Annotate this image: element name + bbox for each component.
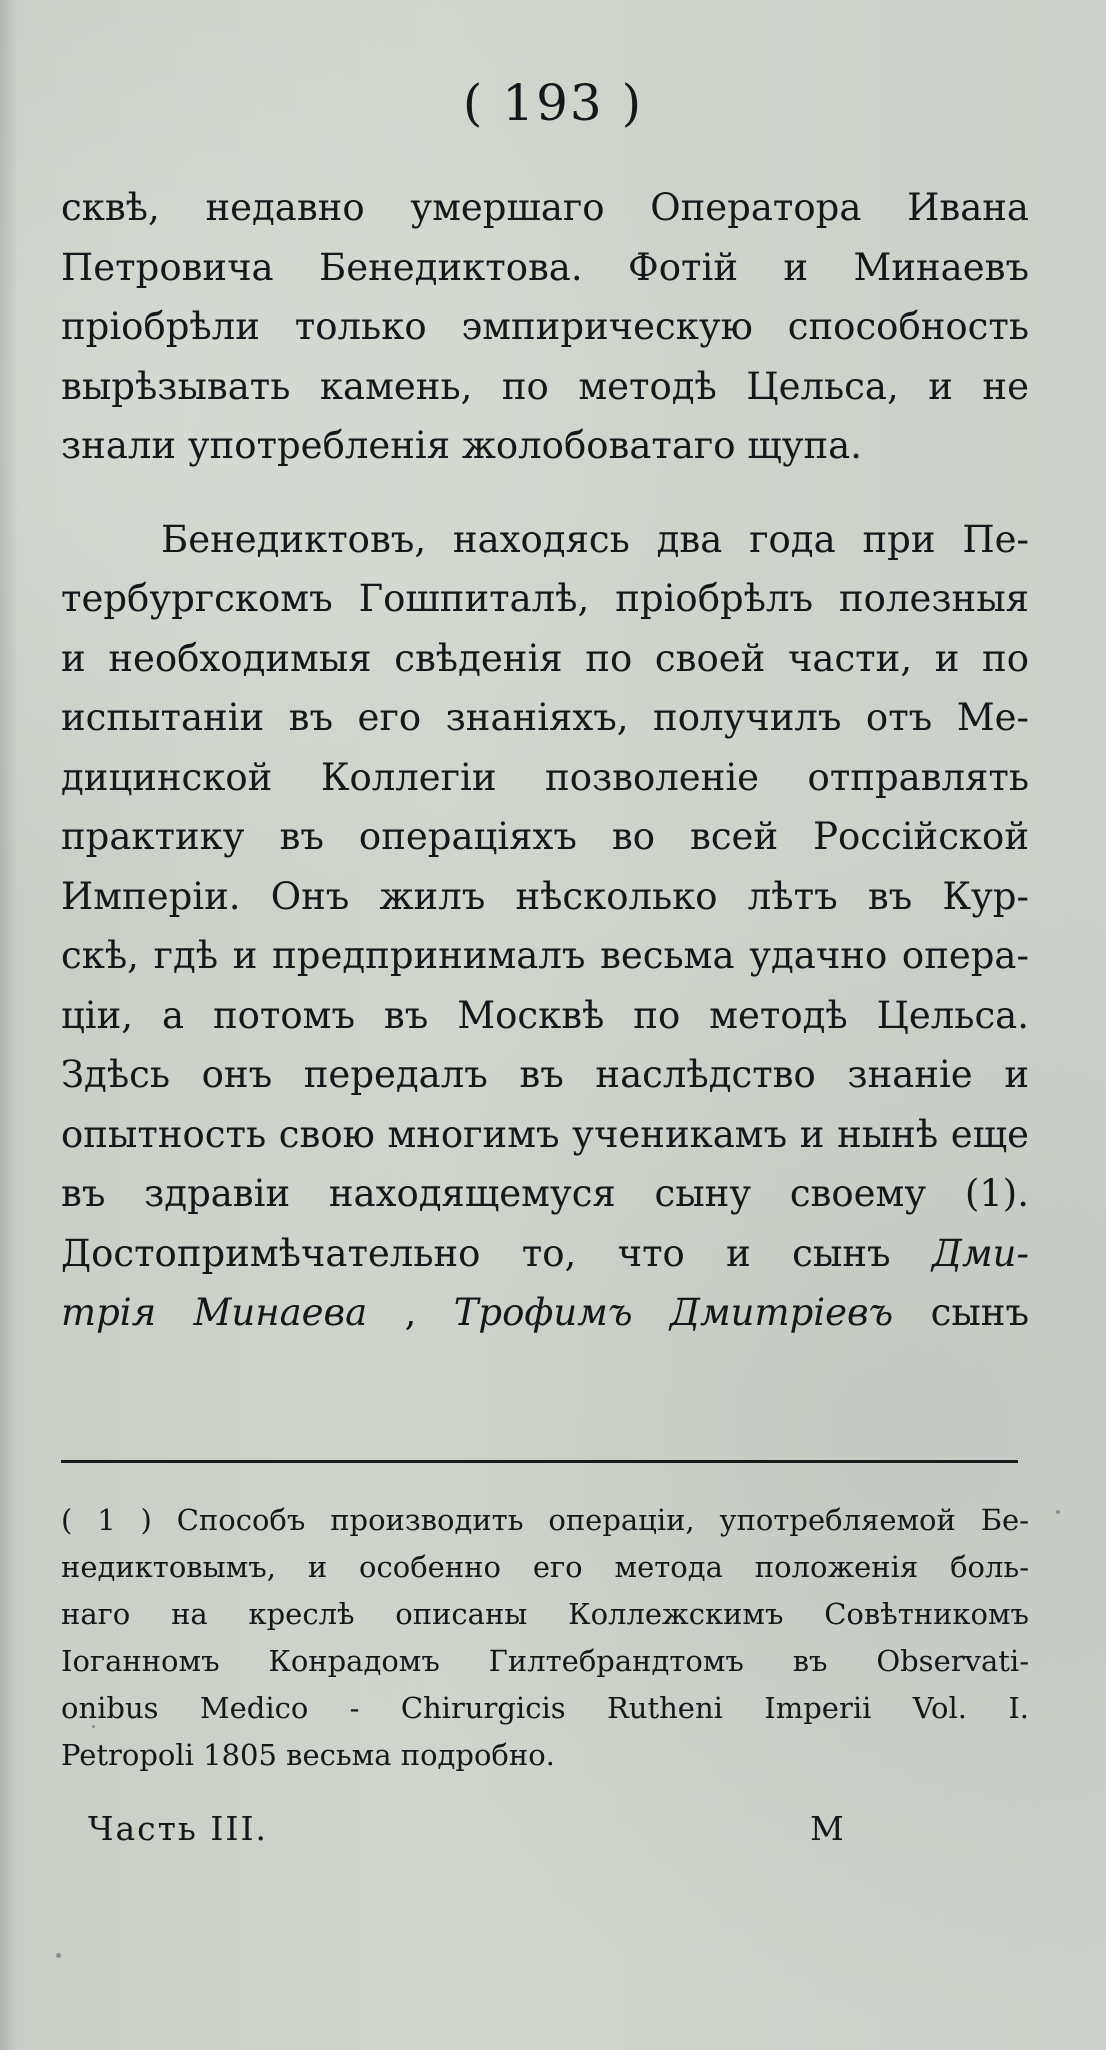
text-line: [61, 1224, 1029, 1284]
text-line: пріобрѣли только эмпирическую способность: [61, 305, 1029, 348]
footnote-line: Іоганномъ Конрадомъ Гилтебрандтомъ въ Observati-: [61, 1644, 1029, 1678]
sheet-mark: М: [810, 1809, 844, 1848]
footnote-line: наго на креслѣ описаны Коллежскимъ Совѣтникомъ: [61, 1597, 1029, 1631]
footnote-line: недиктовымъ, и особенно его метода положенія боль-: [61, 1550, 1029, 1584]
text-line: сквѣ, недавно умершаго Оператора Ивана: [61, 186, 1029, 229]
text-line: Петровича Бенедиктова. Фотій и Минаевъ: [61, 245, 1029, 289]
italic-name-fragment: трія Минаева: [61, 1291, 368, 1334]
text-fragment: сынъ: [893, 1291, 1030, 1334]
footnote-line: onibus Medico - Chirurgicis Rutheni Imperii Vol. I.: [61, 1691, 1029, 1725]
text-line: въ здравіи находящемуся сыну своему (1).: [61, 1172, 1029, 1215]
footnote: [61, 1497, 1029, 1779]
italic-name-fragment: Трофимъ Дмитріевъ: [453, 1291, 894, 1334]
paragraph-gap: [61, 476, 1029, 510]
text-line: [61, 1283, 1029, 1343]
text-line: Бенедиктовъ, находясь два года при Пе-: [161, 517, 1029, 561]
paper-speck: [92, 1725, 95, 1728]
text-line: дицинской Коллегіи позволеніе отправлять: [61, 755, 1029, 799]
text-line: скѣ, гдѣ и предпринималъ весьма удачно опера-: [61, 934, 1029, 977]
footnote-rule: [61, 1460, 1018, 1463]
text-line: практику въ операціяхъ во всей Россійской: [61, 815, 1029, 858]
part-label: Часть III.: [88, 1809, 268, 1848]
text-line: Имперіи. Онъ жилъ нѣсколько лѣтъ въ Кур-: [61, 874, 1029, 918]
paper-speck: [1056, 1510, 1060, 1514]
text-fragment: ,: [367, 1291, 454, 1334]
text-line: тербургскомъ Гошпиталѣ, пріобрѣлъ полезныя: [61, 577, 1029, 620]
footnote-line: Petropoli 1805 весьма подробно.: [61, 1738, 555, 1772]
paper-speck: [56, 1953, 61, 1958]
text-line: вырѣзывать камень, по методѣ Цельса, и не: [61, 364, 1029, 408]
text-fragment: Достопримѣчательно то, что и сынъ: [61, 1231, 891, 1275]
text-line: ціи, а потомъ въ Москвѣ по методѣ Цельса.: [61, 993, 1029, 1037]
main-text: [61, 178, 1029, 1343]
text-line: опытность свою многимъ ученикамъ и нынѣ еще: [61, 1112, 1029, 1156]
text-line: и необходимыя свѣденія по своей части, и по: [61, 636, 1029, 680]
page-number: ( 193 ): [462, 74, 644, 132]
text-line: знали употребленія жолобоватаго щупа.: [61, 424, 862, 467]
italic-name-fragment: Дми-: [931, 1231, 1029, 1275]
text-line: испытаніи въ его знаніяхъ, получилъ отъ Ме-: [61, 696, 1029, 739]
text-line: Здѣсь онъ передалъ въ наслѣдство знаніе и: [61, 1053, 1029, 1096]
footnote-line: ( 1 ) Способъ производить операціи, употребляемой Бе-: [61, 1503, 1029, 1537]
